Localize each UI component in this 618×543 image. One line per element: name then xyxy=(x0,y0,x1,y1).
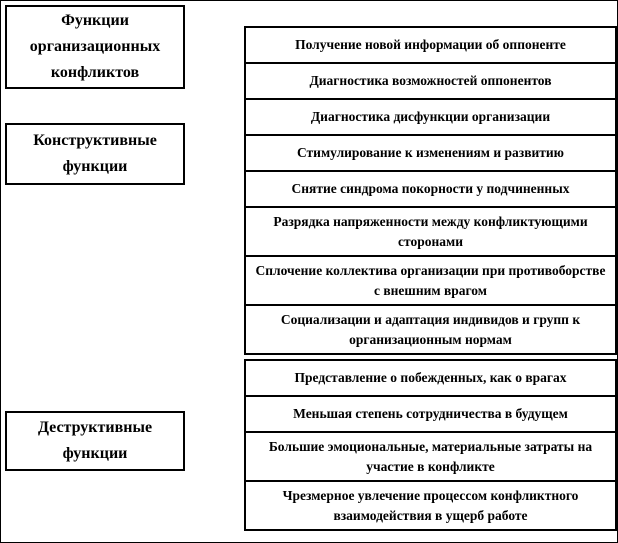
list-item: Разрядка напряженности между конфликтующими сторонами xyxy=(246,208,615,257)
list-item: Снятие синдрома покорности у подчиненных xyxy=(246,172,615,208)
list-item: Социализации и адаптация индивидов и групп к организационным нормам xyxy=(246,306,615,353)
title-box xyxy=(5,5,185,89)
list-item: Получение новой информации об оппоненте xyxy=(246,28,615,64)
destructive-functions-box xyxy=(5,411,185,471)
constructive-functions-box xyxy=(5,123,185,185)
destructive-functions-label: Деструктивные функции xyxy=(37,419,153,462)
list-item: Стимулирование к изменениям и развитию xyxy=(246,136,615,172)
list-item: Сплочение коллектива организации при противоборстве с внешним врагом xyxy=(246,257,615,306)
list-item: Представление о побежденных, как о врагах xyxy=(246,361,615,397)
constructive-items-list xyxy=(244,26,617,355)
list-item: Чрезмерное увлечение процессом конфликтного взаимодействия в ущерб работе xyxy=(246,482,615,529)
list-item: Меньшая степень сотрудничества в будущем xyxy=(246,397,615,433)
constructive-functions-label: Конструктивные функции xyxy=(33,132,157,175)
title-box-label: Функции организационных конфликтов xyxy=(29,12,161,81)
destructive-items-list xyxy=(244,359,617,531)
list-item: Большие эмоциональные, материальные затраты на участие в конфликте xyxy=(246,433,615,482)
list-item: Диагностика дисфункции организации xyxy=(246,100,615,136)
list-item: Диагностика возможностей оппонентов xyxy=(246,64,615,100)
